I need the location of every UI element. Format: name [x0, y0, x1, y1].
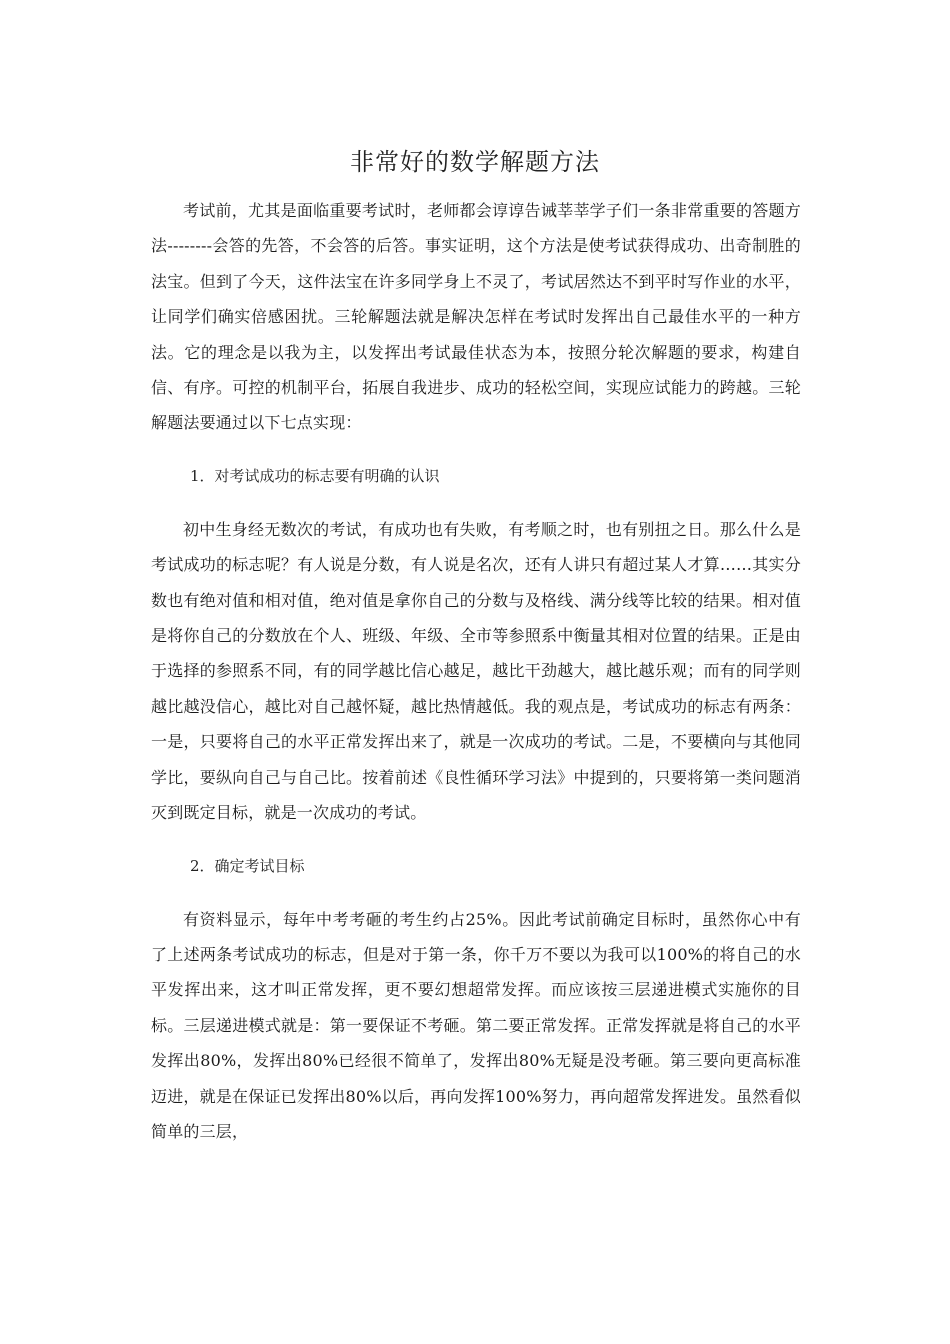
section-heading-1: 1．对考试成功的标志要有明确的认识 [190, 466, 440, 485]
section-1-paragraph: 初中生身经无数次的考试，有成功也有失败，有考顺之时，也有别扭之日。那么什么是考试成功的标志呢？有人说是分数，有人说是名次，还有人讲只有超过某人才算……其实分数也有绝对值和相对值，绝对值是拿你自己的分数与及格线、满分线等比较的结果。相对值是将你自己的分数放在个人、班级、年级、全市等参照系中衡量其相对位置的结果。正是由于选择的参照系不同，有的同学越比信心越足，越比干劲越大，越比越乐观；而有的同学则越比越没信心，越比对自己越怀疑，越比热情越低。我的观点是，考试成功的标志有两条：一是，只要将自己的水平正常发挥出来了，就是一次成功的考试。二是，不要横向与其他同学比，要纵向自己与自己比。按着前述《良性循环学习法》中提到的，只要将第一类问题消灭到既定目标，就是一次成功的考试。 [151, 519, 801, 823]
section-heading-2: 2．确定考试目标 [190, 856, 305, 875]
section-2-paragraph: 有资料显示，每年中考考砸的考生约占25%。因此考试前确定目标时，虽然你心中有了上述两条考试成功的标志，但是对于第一条，你千万不要以为我可以100%的将自己的水平发挥出来，这才叫正常发挥，更不要幻想超常发挥。而应该按三层递进模式实施你的目标。三层递进模式就是：第一要保证不考砸。第二要正常发挥。正常发挥就是将自己的水平发挥出80%，发挥出80%已经很不简单了，发挥出80%无疑是没考砸。第三要向更高标准迈进，就是在保证已发挥出80%以后，再向发挥100%努力，再向超常发挥进发。虽然看似简单的三层， [151, 909, 801, 1141]
intro-paragraph: 考试前，尤其是面临重要考试时，老师都会谆谆告诫莘莘学子们一条非常重要的答题方法--------会答的先答，不会答的后答。事实证明，这个方法是使考试获得成功、出奇制胜的法宝。但到了今天，这件法宝在许多同学身上不灵了，考试居然达不到平时写作业的水平，让同学们确实倍感困扰。三轮解题法就是解决怎样在考试时发挥出自己最佳水平的一种方法。它的理念是以我为主，以发挥出考试最佳状态为本，按照分轮次解题的要求，构建自信、有序。可控的机制平台，拓展自我进步、成功的轻松空间，实现应试能力的跨越。三轮解题法要通过以下七点实现： [151, 201, 801, 433]
page-title: 非常好的数学解题方法 [350, 148, 600, 176]
document-body [151, 193, 801, 1149]
